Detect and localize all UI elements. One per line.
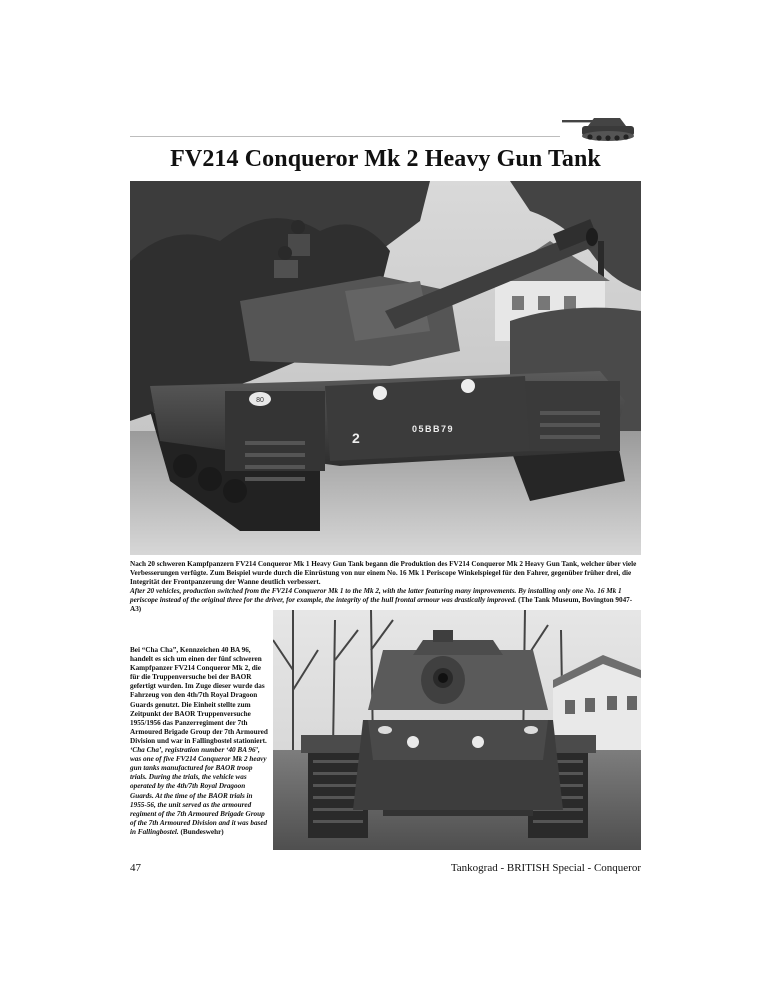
caption-1-credit: (The Tank Museum, Bovington 9047-A3) [130, 596, 633, 613]
header-rule [130, 136, 560, 137]
tank-photo-frontal [273, 610, 641, 850]
tank-silhouette-icon [560, 108, 642, 144]
caption-1-english: After 20 vehicles, production switched from the FV214 Conqueror Mk 1 to the Mk 2, with the latter featuring many improvements. By installing only one No. 16 Mk 1 periscope instead of the original three for the driver, for example, the integrity of the hull frontal armour was drastically improved. [130, 587, 622, 604]
page-title: FV214 Conqueror Mk 2 Heavy Gun Tank [170, 146, 601, 172]
caption-2-english: ‘Cha Cha’, registration number ‘40 BA 96’, was one of five FV214 Conqueror Mk 2 heavy gun tanks manufactured for BAOR troop trials. During the trials, the vehicle was operated by the 4th/7th Royal Dragoon Guards. At the time of the BAOR trials in 1955-56, the unit served as the armoured regiment of the 7th Armoured Brigade Group of the 7th Armoured Division and it was based in Fallingbostel. [130, 746, 268, 836]
page-number: 47 [130, 862, 141, 874]
photo-1-caption [130, 560, 641, 614]
photo-2-caption [130, 646, 268, 837]
caption-2-german: Bei “Cha Cha”, Kennzeichen 40 BA 96, handelt es sich um einen der fünf schweren Kampfpanzer FV214 Conqueror Mk 2, die für die Truppenversuche bei der BAOR gefertigt wurden. Im Zuge dieser wurde das Fahrzeug von den 4th/7th Royal Dragoon Guards genutzt. Die Einheit stellte zum Zeitpunkt der BAOR Truppenversuche 1955/1956 das Panzerregiment der 7th Armoured Brigade Group der 7th Armoured Division und war in Fallingbostel stationiert. [130, 646, 268, 745]
hull-number-marking: 05BB79 [412, 424, 455, 434]
running-footer: Tankograd - BRITISH Special - Conqueror [450, 862, 641, 874]
side-number-marking: 2 [352, 430, 360, 446]
caption-2-credit: (Bundeswehr) [180, 827, 224, 836]
bridge-class-marking: 80 [256, 397, 264, 404]
caption-1-german: Nach 20 schweren Kampfpanzern FV214 Conqueror Mk 1 Heavy Gun Tank begann die Produktion des FV214 Conqueror Mk 2 Heavy Gun Tank, welcher über viele Verbesserungen verfügte. Zum Beispiel wurde durch die Einrüstung von nur einem No. 16 Mk 1 Periscope Winkelspiegel für den Fahrer, gegenüber früher drei, die Integrität der Frontpanzerung der Wanne deutlich verbessert. [130, 560, 637, 586]
tank-photo-front-quarter [130, 181, 641, 555]
